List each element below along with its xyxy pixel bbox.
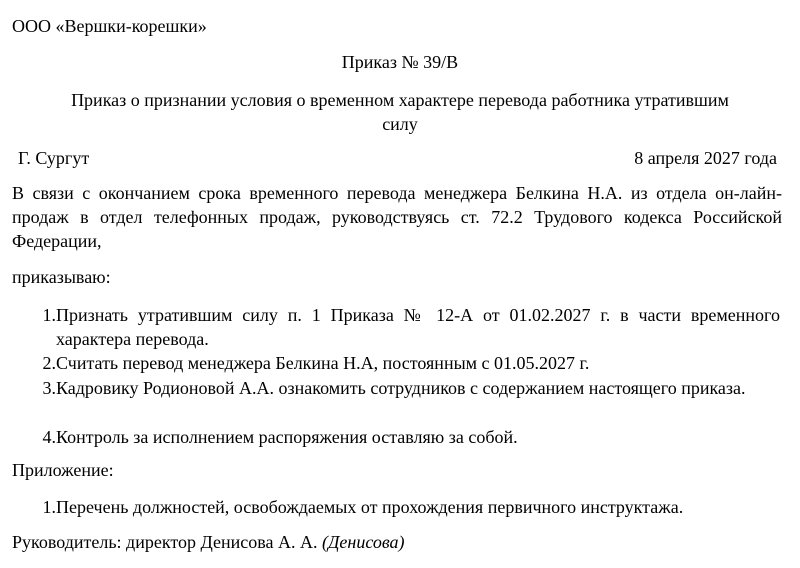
order-number: Приказ № 39/В	[341, 52, 459, 72]
order-item-2	[34, 351, 780, 375]
order-word: приказываю:	[12, 267, 111, 287]
signature-line	[12, 531, 405, 553]
order-title-line-1: Приказ о признании условия о временном характере перевода работника утратившим	[71, 90, 729, 110]
signature-label: Руководитель: директор Денисова А. А.	[12, 532, 318, 552]
appendix-item-1	[34, 495, 780, 519]
appendix-item-number: 1.	[42, 497, 56, 517]
order-item-number: 2.	[42, 353, 56, 373]
signature-name: (Денисова)	[321, 532, 405, 552]
order-item-text: Контроль за исполнением распоряжения оставляю за собой.	[56, 427, 518, 447]
order-item-text: Кадровику Родионовой А.А. ознакомить сотрудников с содержанием настоящего приказа.	[56, 378, 746, 398]
order-item-4	[34, 425, 780, 449]
organization-name: ООО «Вершки-корешки»	[12, 16, 207, 36]
city: Г. Сургут	[18, 148, 90, 168]
order-item-3	[34, 376, 780, 400]
appendix-label: Приложение:	[12, 460, 114, 480]
order-item-number: 1.	[42, 305, 56, 325]
preamble-paragraph: В связи с окончанием срока временного перевода менеджера Белкина Н.А. из отдела он-лайн-продаж в отдел телефонных продаж, руководствуясь ст. 72.2 Трудового кодекса Российской Федерации,	[12, 183, 782, 251]
order-item-1	[34, 303, 780, 351]
order-item-text: Признать утратившим силу п. 1 Приказа № 12-А от 01.02.2027 г. в части временного характера перевода.	[56, 305, 780, 349]
appendix-item-text: Перечень должностей, освобождаемых от прохождения первичного инструктажа.	[56, 497, 684, 517]
order-item-number: 4.	[42, 427, 56, 447]
order-title-line-2: силу	[382, 114, 418, 134]
order-date: 8 апреля 2027 года	[634, 148, 777, 168]
order-item-text: Считать перевод менеджера Белкина Н.А, постоянным с 01.05.2027 г.	[56, 353, 590, 373]
order-item-number: 3.	[42, 378, 56, 398]
